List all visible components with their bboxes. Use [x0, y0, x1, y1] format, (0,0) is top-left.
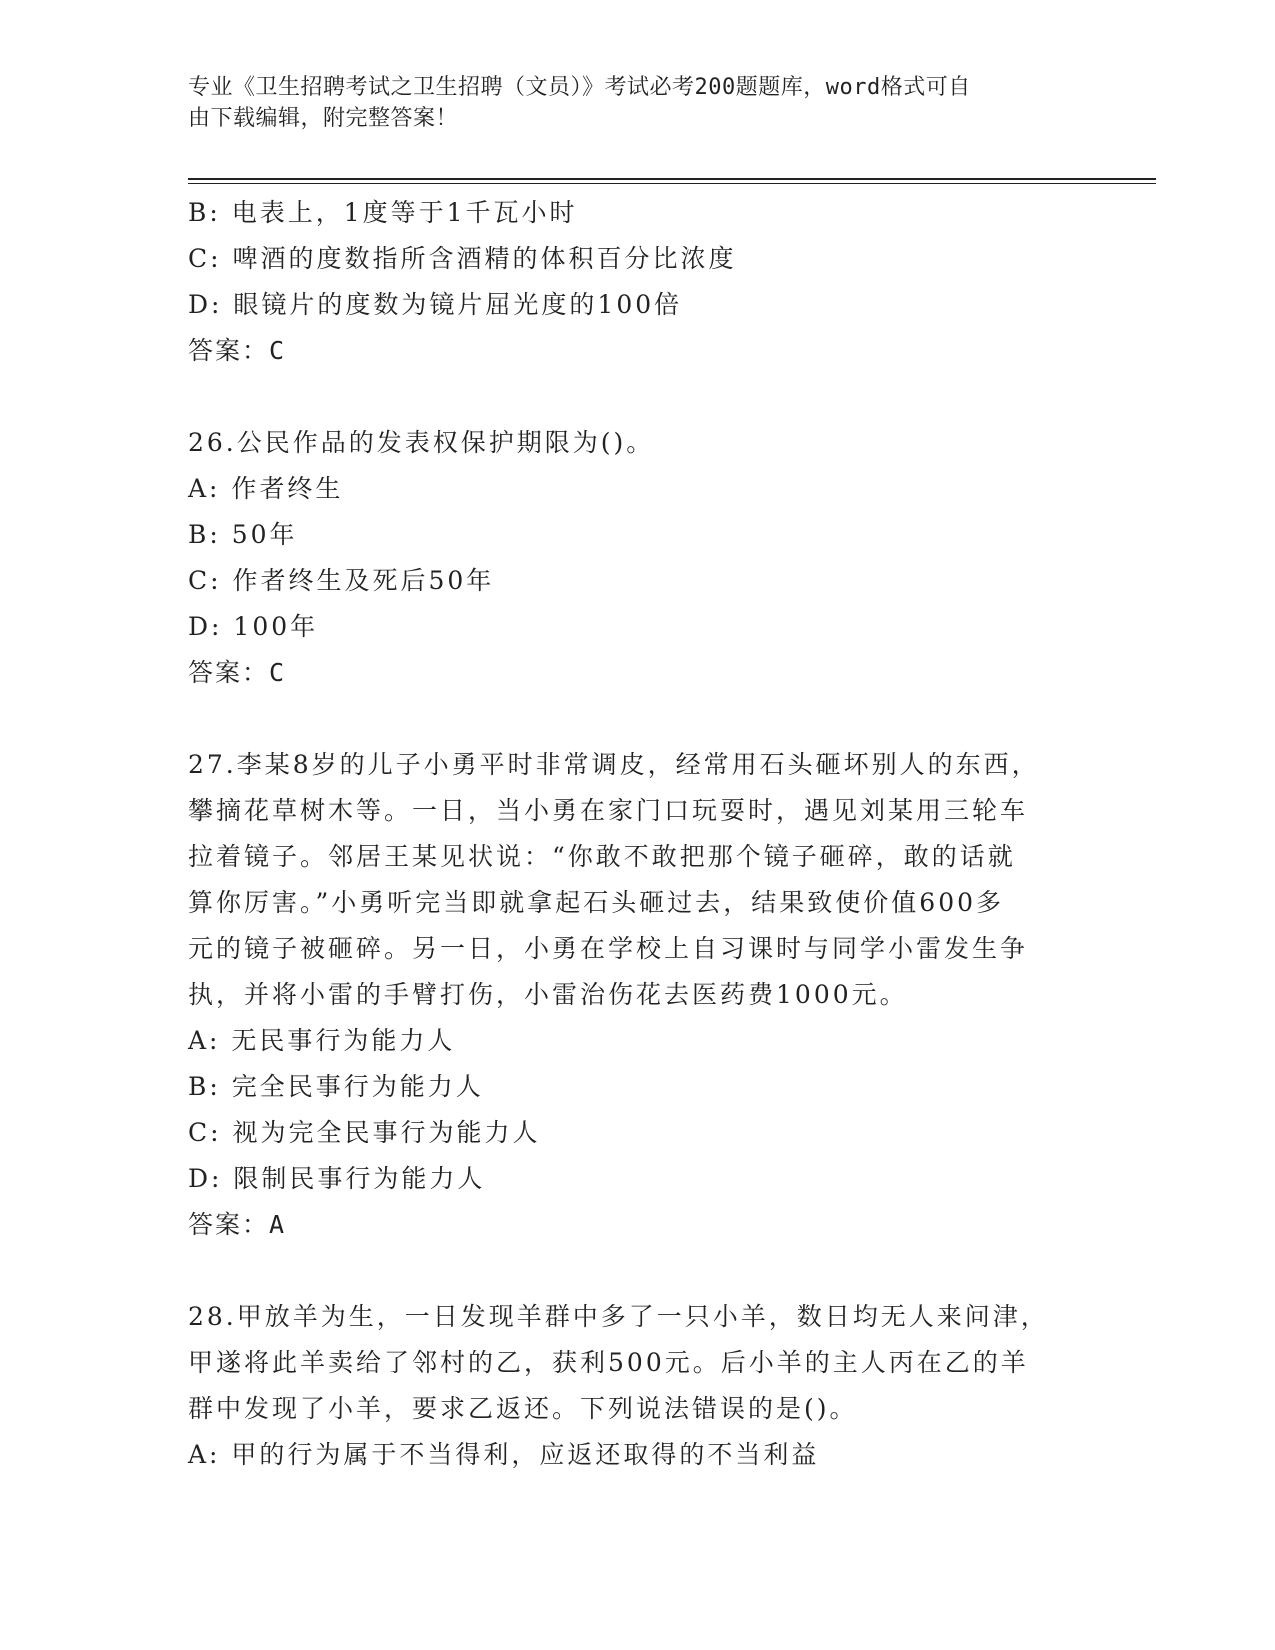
answer-line — [188, 1202, 1068, 1248]
spacer — [188, 1248, 1068, 1294]
question-stem-line: 元的镜子被砸碎。另一日，小勇在学校上自习课时与同学小雷发生争 — [188, 934, 1029, 963]
option-a: A: 无民事行为能力人 — [188, 1026, 456, 1055]
question-stem-line: 攀摘花草树木等。一日，当小勇在家门口玩耍时，遇见刘某用三轮车 — [188, 796, 1029, 825]
question-27 — [188, 742, 1068, 1248]
answer-line — [188, 650, 1068, 696]
spacer — [188, 696, 1068, 742]
answer-value: C — [269, 658, 287, 687]
question-28 — [188, 1294, 1068, 1478]
option-b: B: 电表上，1度等于1千瓦小时 — [188, 198, 578, 227]
option-c: C: 啤酒的度数指所含酒精的体积百分比浓度 — [188, 244, 737, 273]
answer-label: 答案： — [188, 658, 270, 687]
answer-value: C — [269, 336, 287, 365]
spacer — [188, 374, 1068, 420]
question-25 — [188, 190, 1068, 374]
option-a: A: 甲的行为属于不当得利，应返还取得的不当利益 — [188, 1440, 820, 1469]
header-divider-thin — [188, 183, 1156, 184]
option-d: D: 100年 — [188, 612, 319, 641]
option-d: D: 眼镜片的度数为镜片屈光度的100倍 — [188, 290, 683, 319]
question-stem-line: 拉着镜子。邻居王某见状说：“你敢不敢把那个镜子砸碎，敢的话就 — [188, 842, 1016, 871]
question-stem-line: 28.甲放羊为生，一日发现羊群中多了一只小羊，数日均无人来问津， — [188, 1302, 1049, 1331]
option-c: C: 作者终生及死后50年 — [188, 566, 495, 595]
question-stem-line: 执，并将小雷的手臂打伤，小雷治伤花去医药费1000元。 — [188, 980, 908, 1009]
option-c: C: 视为完全民事行为能力人 — [188, 1118, 541, 1147]
answer-value: A — [269, 1210, 287, 1239]
question-stem: 26.公民作品的发表权保护期限为()。 — [188, 428, 655, 457]
header-divider-thick — [188, 178, 1156, 180]
header-line-2: 由下载编辑，附完整答案！ — [188, 106, 459, 131]
option-b: B: 完全民事行为能力人 — [188, 1072, 484, 1101]
question-stem-line: 群中发现了小羊，要求乙返还。下列说法错误的是()。 — [188, 1394, 858, 1423]
header-line-1: 专业《卫生招聘考试之卫生招聘（文员）》考试必考200题题库，word格式可自 — [188, 75, 971, 100]
option-a: A: 作者终生 — [188, 474, 344, 503]
answer-label: 答案： — [188, 336, 270, 365]
answer-label: 答案： — [188, 1210, 270, 1239]
document-header — [188, 72, 1088, 134]
option-d: D: 限制民事行为能力人 — [188, 1164, 486, 1193]
answer-line — [188, 328, 1068, 374]
question-stem-line: 27.李某8岁的儿子小勇平时非常调皮，经常用石头砸坏别人的东西， — [188, 750, 1040, 779]
question-list — [188, 190, 1068, 1478]
question-26 — [188, 420, 1068, 696]
option-b: B: 50年 — [188, 520, 298, 549]
question-stem-line: 算你厉害。”小勇听完当即就拿起石头砸过去，结果致使价值600多 — [188, 888, 1005, 917]
question-stem-line: 甲遂将此羊卖给了邻村的乙，获利500元。后小羊的主人丙在乙的羊 — [188, 1348, 1029, 1377]
